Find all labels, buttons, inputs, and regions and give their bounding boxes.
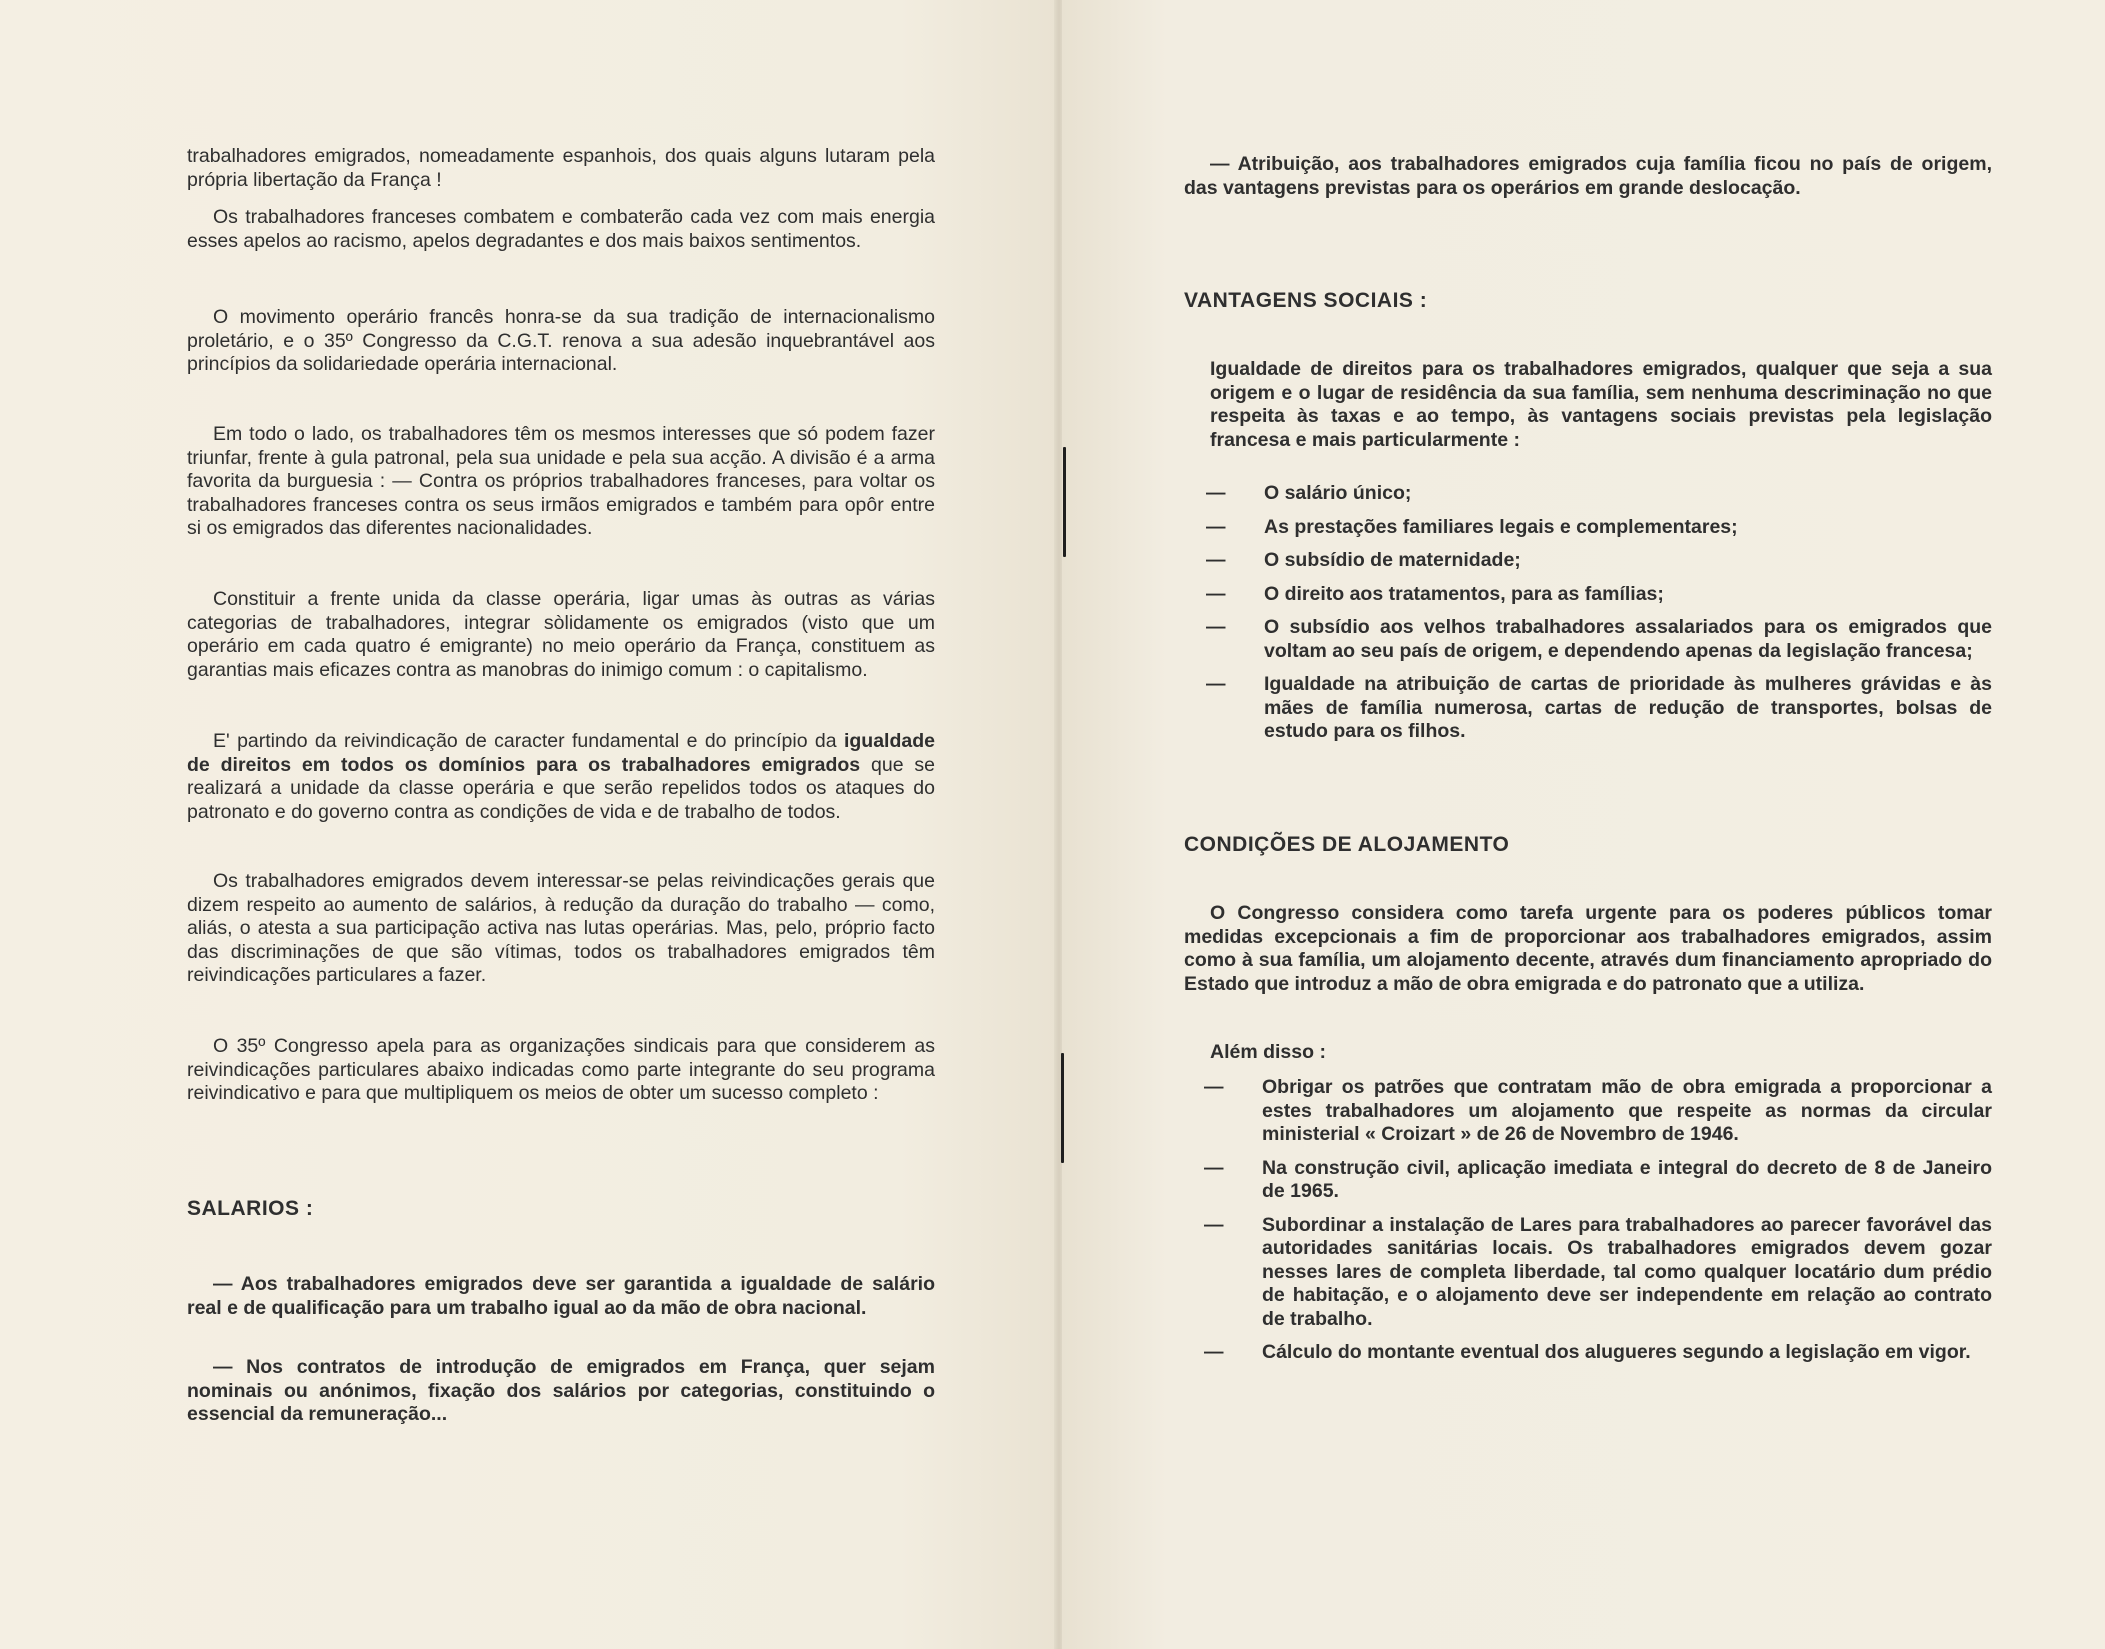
list-dash: — bbox=[1204, 1341, 1224, 1363]
vantagens-item bbox=[1206, 549, 1992, 573]
vantagens-item bbox=[1206, 673, 1992, 744]
right-top-paragraph: — Atribuição, aos trabalhadores emigrados cuja família ficou no país de origem, das vantagens previstas para os operários em grande deslocação. bbox=[1184, 153, 1992, 199]
vantagens-heading: VANTAGENS SOCIAIS : bbox=[1184, 289, 1428, 312]
item-text: Obrigar os patrões que contratam mão de obra emigrada a proporcionar a estes trabalhadores um alojamento que respeite as normas da circular ministerial « Croizart » de 26 de Novembro de 1946. bbox=[1262, 1076, 1992, 1145]
list-dash: — bbox=[1204, 1076, 1224, 1098]
paragraph-6-end: que se realizará a unidade da classe operária e que serão repelidos todos os ataques do patronato e do governo contra as condições de vida e de trabalho de todos. bbox=[187, 753, 935, 823]
vantagens-item bbox=[1206, 616, 1992, 663]
paragraph-2: Os trabalhadores franceses combatem e combaterão cada vez com mais energia esses apelos ao racismo, apelos degradantes e dos mais baixos sentimentos. bbox=[187, 206, 935, 252]
vantagens-list bbox=[1206, 482, 1992, 754]
alojamento-item bbox=[1204, 1341, 1992, 1365]
paragraph-6 bbox=[187, 730, 935, 824]
paragraph-4: Em todo o lado, os trabalhadores têm os mesmos interesses que só podem fazer triunfar, frente à gula patronal, pela sua unidade e pela sua acção. A divisão é a arma favorita da burguesia : — Contra os próprios trabalhadores franceses, para voltar os trabalhadores franceses contra os seus irmãos emigrados e também para opôr entre si os emigrados das diferentes nacionalidades. bbox=[187, 423, 935, 539]
paragraph-5: Constituir a frente unida da classe operária, ligar umas às outras as várias categorias de trabalhadores, integrar sòlidamente os emigrados (visto que um operário em cada quatro é emigrante) no meio operário da França, constituem as garantias mais eficazes contra as manobras do inimigo comum : o capitalismo. bbox=[187, 588, 935, 681]
vantagens-item bbox=[1206, 516, 1992, 540]
list-dash: — bbox=[1204, 1213, 1224, 1236]
paragraph-7: Os trabalhadores emigrados devem interessar-se pelas reivindicações gerais que dizem respeito ao aumento de salários, à redução da duração do trabalho — como, aliás, o atesta a sua participação activa nas lutas operárias. Mas, pelo, próprio facto das discriminações de que são vítimas, todos os trabalhadores emigrados têm reivindicações particulares a fazer. bbox=[187, 870, 935, 986]
vantagens-item bbox=[1206, 482, 1992, 506]
item-text: Cálculo do montante eventual dos alugueres segundo a legislação em vigor. bbox=[1262, 1341, 1971, 1363]
paragraph-6-emphasis: igualdade de direitos em todos os domínios para os trabalhadores emigrados bbox=[187, 730, 935, 776]
right-page bbox=[1062, 0, 2105, 1649]
item-text: O subsídio aos velhos trabalhadores assalariados para os emigrados que voltam ao seu país de origem, e dependendo apenas da legislação francesa; bbox=[1264, 616, 1992, 662]
alojamento-intro: O Congresso considera como tarefa urgente para os poderes públicos tomar medidas excepcionais a fim de proporcionar aos trabalhadores emigrados, assim como à sua família, um alojamento decente, através dum financiamento apropriado do Estado que introduz a mão de obra emigrada e do patronato que a utiliza. bbox=[1184, 902, 1992, 995]
item-text: Subordinar a instalação de Lares para trabalhadores ao parecer favorável das autoridades sanitárias locais. Os trabalhadores emigrados devem gozar nesses lares de completa liberdade, tal como qualquer locatário dum prédio de habitação, e o alojamento deve ser independente em relação ao contrato de trabalho. bbox=[1262, 1213, 1992, 1330]
vantagens-item bbox=[1206, 583, 1992, 607]
vantagens-intro: Igualdade de direitos para os trabalhadores emigrados, qualquer que seja a sua origem e o lugar de residência da sua família, sem nenhuma descriminação no que respeita às taxas e ao tempo, às vantagens sociais previstas pela legislação francesa e mais particularmente : bbox=[1210, 358, 1992, 451]
fold-mark-bottom bbox=[1061, 1053, 1064, 1163]
paragraph-3: O movimento operário francês honra-se da sua tradição de internacionalismo proletário, e o 35º Congresso da C.G.T. renova a sua adesão inquebrantável aos princípios da solidariedade operária internacional. bbox=[187, 306, 935, 375]
list-dash: — bbox=[1206, 482, 1226, 504]
item-text: O direito aos tratamentos, para as famílias; bbox=[1264, 582, 1664, 605]
alojamento-list bbox=[1204, 1076, 1992, 1375]
list-dash: — bbox=[1206, 549, 1226, 571]
salarios-item-1: — Aos trabalhadores emigrados deve ser garantida a igualdade de salário real e de qualificação para um trabalho igual ao da mão de obra nacional. bbox=[187, 1273, 935, 1319]
paragraph-6-start: E' partindo da reivindicação de caracter fundamental e do princípio da bbox=[213, 730, 844, 752]
list-dash: — bbox=[1206, 515, 1226, 538]
alojamento-item bbox=[1204, 1214, 1992, 1332]
list-dash: — bbox=[1204, 1156, 1224, 1179]
paragraph-1: trabalhadores emigrados, nomeadamente espanhois, dos quais alguns lutaram pela própria libertação da França ! bbox=[187, 145, 935, 191]
salarios-item-2: — Nos contratos de introdução de emigrados em França, quer sejam nominais ou anónimos, fixação dos salários por categorias, constituindo o essencial da remuneração... bbox=[187, 1356, 935, 1425]
item-text: Na construção civil, aplicação imediata e integral do decreto de 8 de Janeiro de 1965. bbox=[1262, 1156, 1992, 1202]
list-dash: — bbox=[1206, 616, 1226, 638]
item-text: As prestações familiares legais e complementares; bbox=[1264, 515, 1738, 538]
alojamento-item bbox=[1204, 1076, 1992, 1147]
item-text: O subsídio de maternidade; bbox=[1264, 549, 1521, 571]
alem-disso: Além disso : bbox=[1210, 1041, 1326, 1063]
alojamento-heading: CONDIÇÕES DE ALOJAMENTO bbox=[1184, 833, 1510, 856]
list-dash: — bbox=[1206, 673, 1226, 695]
salarios-heading: SALARIOS : bbox=[187, 1197, 314, 1220]
fold-mark-top bbox=[1063, 447, 1066, 557]
alojamento-item bbox=[1204, 1157, 1992, 1204]
item-text: Igualdade na atribuição de cartas de prioridade às mulheres grávidas e às mães de família numerosa, cartas de redução de transportes, bolsas de estudo para os filhos. bbox=[1264, 673, 1992, 742]
list-dash: — bbox=[1206, 582, 1226, 605]
paragraph-8: O 35º Congresso apela para as organizações sindicais para que considerem as reivindicações particulares abaixo indicadas como parte integrante do seu programa reivindicativo e para que multipliquem os meios de obter um sucesso completo : bbox=[187, 1035, 935, 1104]
item-text: O salário único; bbox=[1264, 482, 1412, 504]
